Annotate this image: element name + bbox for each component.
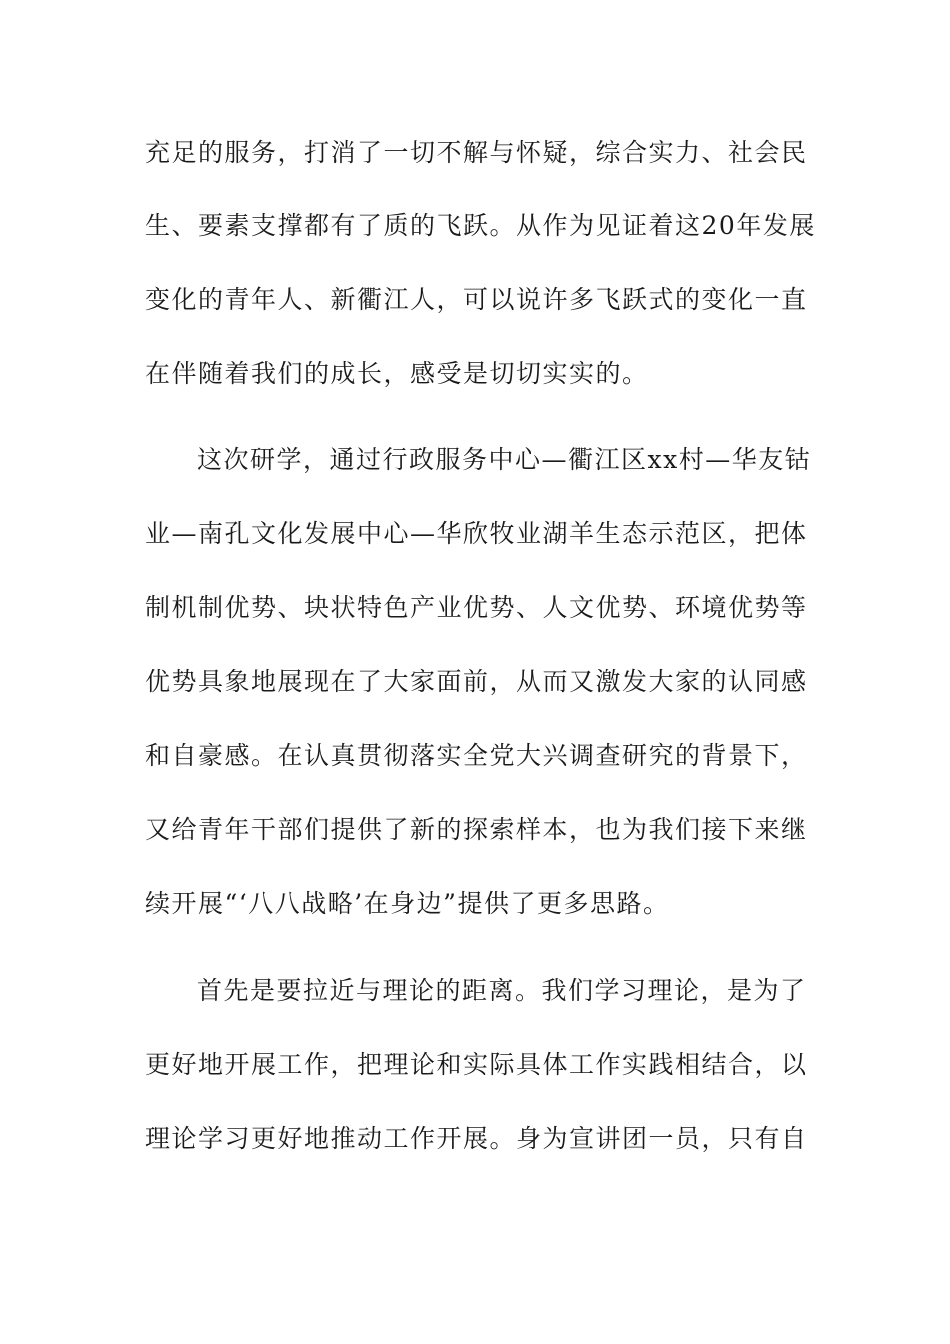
text-line: 这次研学，通过行政服务中心—衢江区xx村—华友钴 bbox=[197, 445, 812, 474]
text-line: 理论学习更好地推动工作开展。身为宣讲团一员，只有自 bbox=[145, 1124, 808, 1153]
text-line: 续开展“‘八八战略’在身边”提供了更多思路。 bbox=[145, 889, 670, 918]
text-line: 又给青年干部们提供了新的探索样本，也为我们接下来继 bbox=[145, 815, 808, 844]
text-line: 充足的服务，打消了一切不解与怀疑，综合实力、社会民 bbox=[145, 138, 808, 167]
text-line: 优势具象地展现在了大家面前，从而又激发大家的认同感 bbox=[145, 667, 808, 696]
text-line: 生、要素支撑都有了质的飞跃。从作为见证着这20年发展 bbox=[145, 211, 816, 240]
text-line: 制机制优势、块状特色产业优势、人文优势、环境优势等 bbox=[145, 593, 808, 622]
text-line: 首先是要拉近与理论的距离。我们学习理论，是为了 bbox=[197, 976, 807, 1005]
text-line: 在伴随着我们的成长，感受是切切实实的。 bbox=[145, 359, 649, 388]
text-line: 和自豪感。在认真贯彻落实全党大兴调查研究的背景下， bbox=[145, 741, 808, 770]
text-line: 变化的青年人、新衢江人，可以说许多飞跃式的变化一直 bbox=[145, 285, 808, 314]
text-line: 业—南孔文化发展中心—华欣牧业湖羊生态示范区，把体 bbox=[145, 519, 808, 548]
text-line: 更好地开展工作，把理论和实际具体工作实践相结合，以 bbox=[145, 1050, 808, 1079]
